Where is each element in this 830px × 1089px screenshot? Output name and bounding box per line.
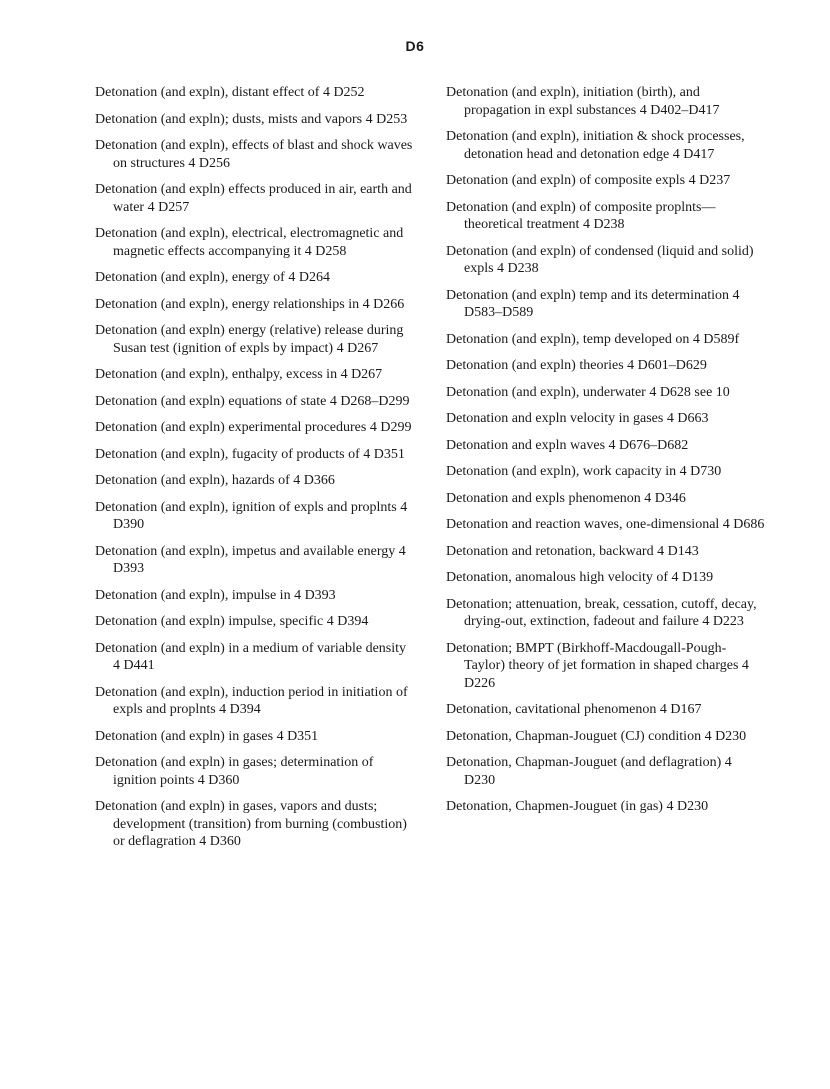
index-entry: Detonation and expln waves 4 D676–D682	[446, 437, 689, 453]
index-entry: Detonation (and expln), initiation (birth), and propagation in expl substances 4 D402–D417	[446, 85, 720, 118]
index-column-left	[95, 84, 415, 860]
index-entry: Detonation (and expln), work capacity in 4 D730	[446, 464, 722, 479]
index-entry: Detonation (and expln), initiation & shock processes, detonation head and detonation edge 4 D417	[446, 129, 745, 162]
index-entry: Detonation (and expln), impulse in 4 D393	[95, 587, 336, 603]
index-entry: Detonation (and expln), induction period in initiation of expls and proplnts 4 D394	[95, 684, 408, 717]
index-column-right	[446, 84, 766, 825]
index-entry: Detonation (and expln) in gases; determination of ignition points 4 D360	[95, 755, 374, 788]
index-entry: Detonation, anomalous high velocity of 4 D139	[446, 570, 714, 585]
index-entry: Detonation (and expln), temp developed on 4 D589f	[446, 331, 740, 347]
index-entry: Detonation and reaction waves, one-dimensional 4 D686	[446, 517, 765, 532]
index-entry: Detonation, Chapmen-Jouguet (in gas) 4 D230	[446, 799, 709, 814]
index-entry: Detonation (and expln) effects produced in air, earth and water 4 D257	[95, 182, 412, 215]
index-entry: Detonation (and expln), energy relationships in 4 D266	[95, 296, 405, 312]
index-entry: Detonation (and expln), ignition of expls and proplnts 4 D390	[95, 499, 408, 532]
index-entry: Detonation (and expln) experimental procedures 4 D299	[95, 420, 412, 435]
page-header: D6	[405, 38, 425, 54]
index-entry: Detonation and expln velocity in gases 4 D663	[446, 411, 709, 426]
index-entry: Detonation (and expln), fugacity of products of 4 D351	[95, 446, 405, 462]
index-entry: Detonation (and expln) theories 4 D601–D629	[446, 358, 707, 373]
index-entry: Detonation; attenuation, break, cessation, cutoff, decay, drying-out, extinction, fadeout and failure 4 D223	[446, 596, 757, 629]
index-entry: Detonation and retonation, backward 4 D143	[446, 543, 699, 559]
index-entry: Detonation (and expln) in gases 4 D351	[95, 728, 319, 744]
index-entry: Detonation (and expln), electrical, electromagnetic and magnetic effects accompanying it 4 D258	[95, 226, 404, 259]
index-entry: Detonation and expls phenomenon 4 D346	[446, 490, 686, 506]
index-entry: Detonation (and expln) of condensed (liquid and solid) expls 4 D238	[446, 243, 754, 276]
index-entry: Detonation (and expln) temp and its determination 4 D583–D589	[446, 287, 740, 320]
index-entry: Detonation (and expln) energy (relative) release during Susan test (ignition of expls by impact) 4 D267	[95, 323, 404, 356]
index-entry: Detonation (and expln) of composite proplnts—theoretical treatment 4 D238	[446, 199, 716, 232]
index-entry: Detonation; BMPT (Birkhoff-Macdougall-Pough-Taylor) theory of jet formation in shaped charges 4 D226	[446, 640, 749, 691]
index-entry: Detonation (and expln) impulse, specific 4 D394	[95, 614, 369, 629]
index-entry: Detonation (and expln); dusts, mists and vapors 4 D253	[95, 111, 408, 127]
index-entry: Detonation (and expln), impetus and available energy 4 D393	[95, 543, 406, 576]
index-entry: Detonation (and expln) of composite expls 4 D237	[446, 173, 731, 188]
index-entry: Detonation (and expln), distant effect of 4 D252	[95, 85, 365, 100]
index-entry: Detonation (and expln) equations of state 4 D268–D299	[95, 393, 410, 409]
index-entry: Detonation, Chapman-Jouguet (CJ) condition 4 D230	[446, 728, 747, 744]
index-entry: Detonation (and expln), enthalpy, excess in 4 D267	[95, 367, 383, 382]
index-entry: Detonation (and expln), underwater 4 D628 see 10	[446, 384, 730, 400]
index-entry: Detonation (and expln), energy of 4 D264	[95, 270, 330, 285]
index-entry: Detonation, Chapman-Jouguet (and deflagration) 4 D230	[446, 755, 732, 788]
index-entry: Detonation (and expln), effects of blast and shock waves on structures 4 D256	[95, 138, 413, 171]
index-entry: Detonation (and expln) in a medium of variable density 4 D441	[95, 640, 407, 673]
index-entry: Detonation, cavitational phenomenon 4 D167	[446, 702, 702, 717]
index-entry: Detonation (and expln), hazards of 4 D366	[95, 473, 335, 488]
index-entry: Detonation (and expln) in gases, vapors and dusts; development (transition) from burning (combustion) or deflagration 4 D360	[95, 799, 407, 849]
